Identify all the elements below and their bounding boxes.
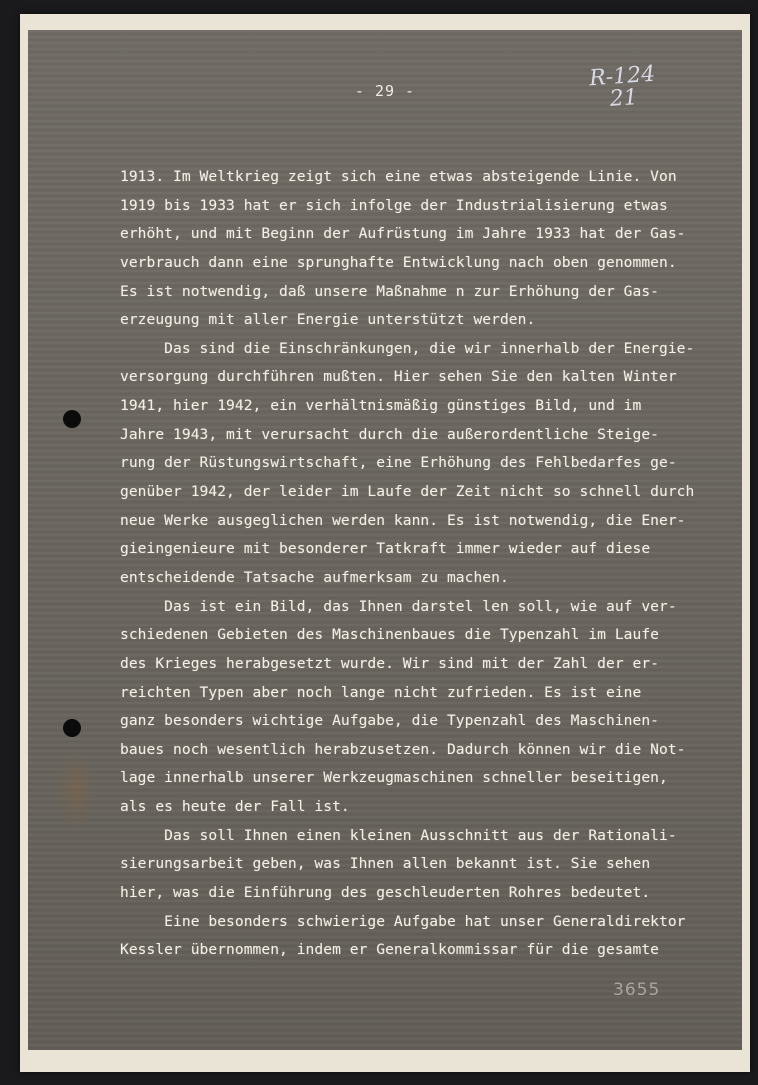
text-line: erhöht, und mit Beginn der Aufrüstung im Jahre 1933 hat der Gas- <box>120 225 686 243</box>
text-line: Das soll Ihnen einen kleinen Ausschnitt aus der Rationali- <box>120 826 677 844</box>
text-line: genüber 1942, der leider im Laufe der Zeit nicht so schnell durch <box>120 483 695 501</box>
text-line: reichten Typen aber noch lange nicht zufrieden. Es ist eine <box>120 683 642 701</box>
text-line: Kessler übernommen, indem er Generalkommissar für die gesamte <box>120 941 660 959</box>
document-page <box>20 14 750 1072</box>
text-line: des Krieges herabgesetzt wurde. Wir sind mit der Zahl der er- <box>120 654 660 672</box>
page-number: - 29 - <box>354 82 416 100</box>
archive-reference-line1: R-124 <box>588 61 656 92</box>
text-line: hier, was die Einführung des geschleuderten Rohres bedeutet. <box>120 884 651 902</box>
text-line: Das ist ein Bild, das Ihnen darstel len soll, wie auf ver- <box>120 597 677 615</box>
text-line: 1941, hier 1942, ein verhältnismäßig günstiges Bild, und im <box>120 397 642 415</box>
text-line: Das sind die Einschränkungen, die wir innerhalb der Energie- <box>120 339 695 357</box>
text-line: entscheidende Tatsache aufmerksam zu machen. <box>120 568 509 586</box>
punch-hole <box>63 719 81 737</box>
text-line: lage innerhalb unserer Werkzeugmaschinen schneller beseitigen, <box>120 769 668 787</box>
punch-hole <box>63 410 81 428</box>
text-line: erzeugung mit aller Energie unterstützt werden. <box>120 311 536 329</box>
text-line: versorgung durchführen mußten. Hier sehen Sie den kalten Winter <box>120 368 677 386</box>
archive-stamp-number: 3655 <box>613 980 661 1000</box>
archive-reference-line2: 21 <box>608 85 639 112</box>
document-body-text <box>120 163 720 965</box>
text-line: baues noch wesentlich herabzusetzen. Dadurch können wir die Not- <box>120 740 686 758</box>
text-line: neue Werke ausgeglichen werden kann. Es ist notwendig, die Ener- <box>120 511 686 529</box>
text-line: schiedenen Gebieten des Maschinenbaues die Typenzahl im Laufe <box>120 626 660 644</box>
text-line: als es heute der Fall ist. <box>120 798 350 816</box>
text-line: Es ist notwendig, daß unsere Maßnahme n zur Erhöhung der Gas- <box>120 282 660 300</box>
archive-reference <box>588 61 658 112</box>
text-line: rung der Rüstungswirtschaft, eine Erhöhung des Fehlbedarfes ge- <box>120 454 677 472</box>
text-line: 1913. Im Weltkrieg zeigt sich eine etwas absteigende Linie. Von <box>120 168 677 185</box>
text-line: ganz besonders wichtige Aufgabe, die Typenzahl des Maschinen- <box>120 712 660 730</box>
text-line: Eine besonders schwierige Aufgabe hat unser Generaldirektor <box>120 912 686 930</box>
text-line: Jahre 1943, mit verursacht durch die außerordentliche Steige- <box>120 425 660 443</box>
text-line: 1919 bis 1933 hat er sich infolge der Industrialisierung etwas <box>120 196 668 214</box>
text-line: sierungsarbeit geben, was Ihnen allen bekannt ist. Sie sehen <box>120 855 651 873</box>
paper-stain <box>56 750 96 830</box>
photocopy-area <box>28 30 742 1050</box>
text-line: gieingenieure mit besonderer Tatkraft immer wieder auf diese <box>120 540 651 558</box>
text-line: verbrauch dann eine sprunghafte Entwicklung nach oben genommen. <box>120 253 677 271</box>
